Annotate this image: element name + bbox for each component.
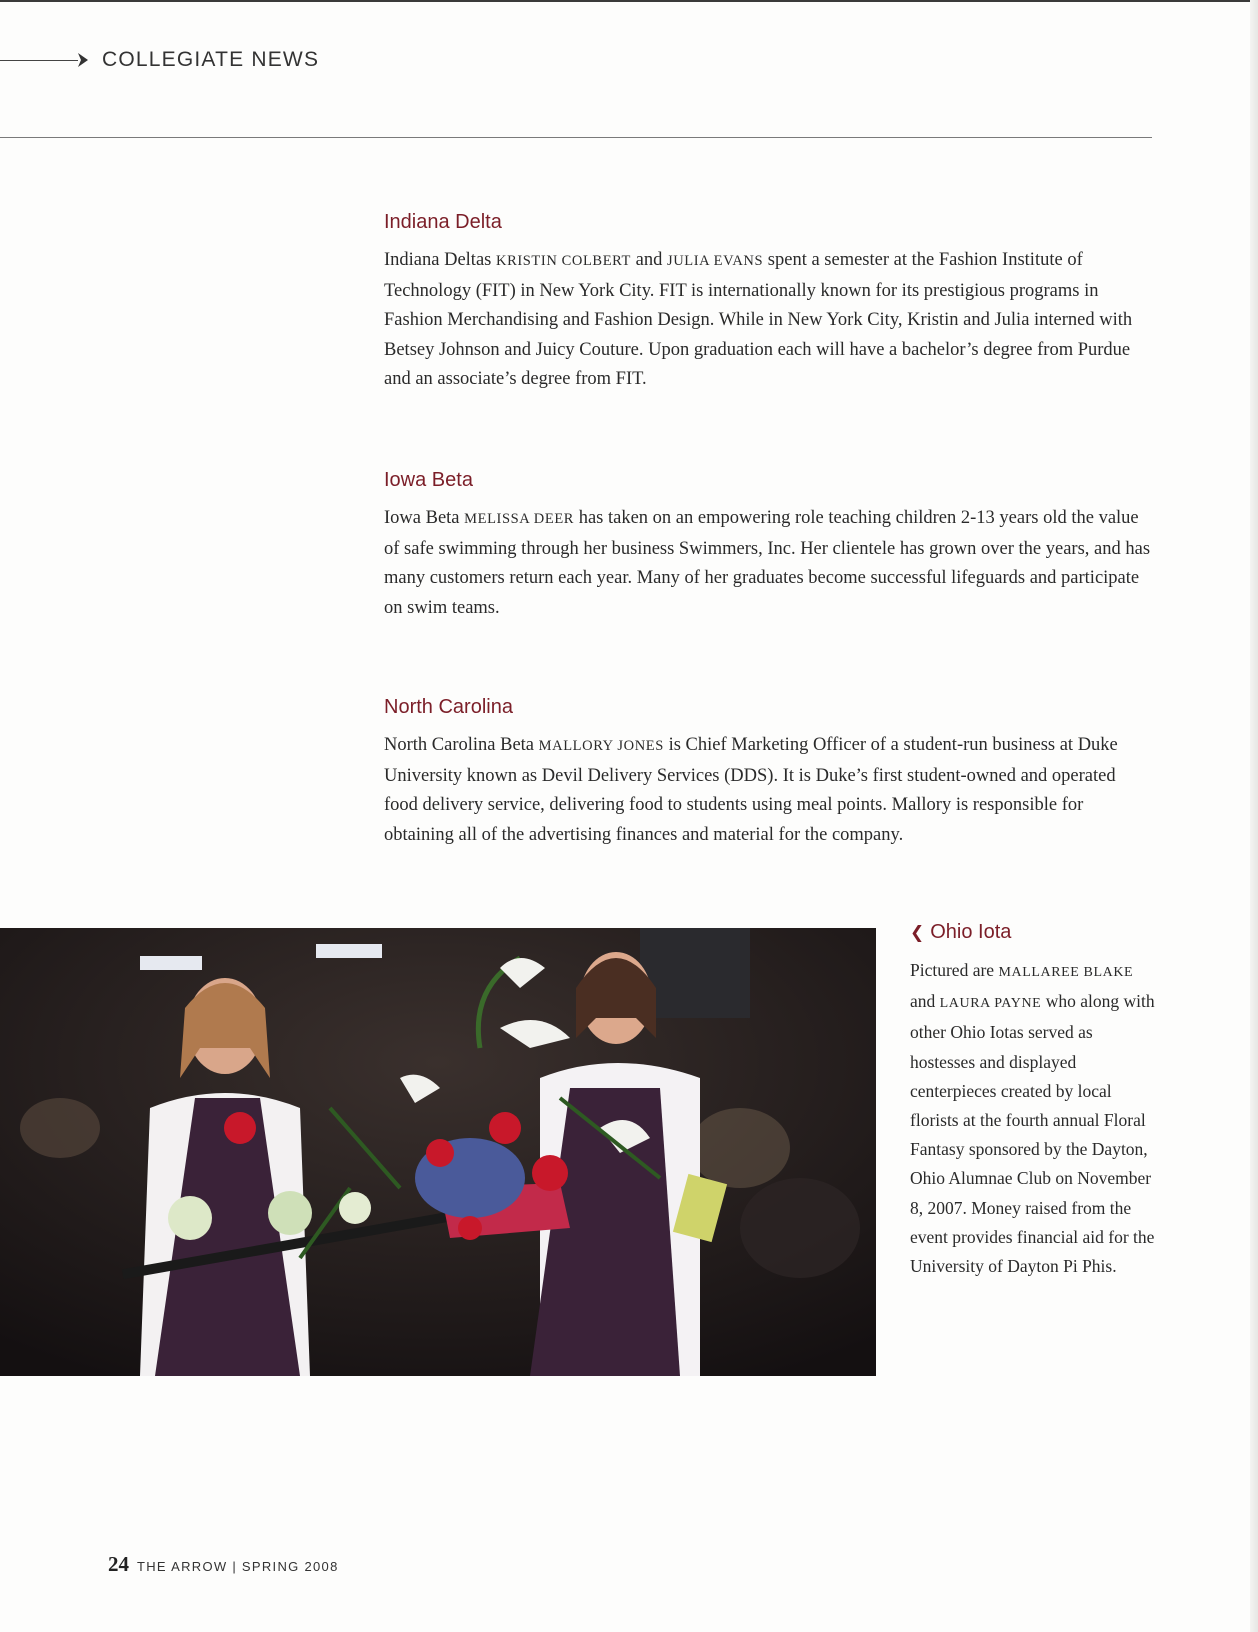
section-header bbox=[0, 48, 319, 72]
body-text: North Carolina Beta bbox=[384, 735, 539, 755]
member-name: MALLORY JONES bbox=[538, 738, 664, 754]
caption-title bbox=[910, 921, 1160, 944]
member-name: LAURA PAYNE bbox=[939, 996, 1042, 1012]
article-body bbox=[384, 504, 1154, 623]
body-text: and bbox=[910, 991, 940, 1012]
body-text: is Chief Marketing Officer of a student-run business at Duke University known as Devil Delivery Services (DDS). It is Duke’s first student-owned and operated food delivery service, delivering food to students using meal points. Mallory is responsible for obtaining all of the advertising finances and material for the company. bbox=[384, 735, 1118, 845]
photo-illustration bbox=[0, 928, 876, 1376]
publication-name: THE ARROW | SPRING 2008 bbox=[137, 1559, 339, 1574]
article-title: Indiana Delta bbox=[384, 211, 502, 233]
article-body bbox=[384, 731, 1154, 850]
photo-caption bbox=[910, 921, 1160, 1281]
body-text: has taken on an empowering role teaching children 2-13 years old the value of safe swimming through her business Swimmers, Inc. Her clientele has grown over the years, and has many customers return each year. Many of her graduates become successful lifeguards and participate on swim teams. bbox=[384, 508, 1151, 618]
article-title: Iowa Beta bbox=[384, 469, 473, 491]
article-north-carolina bbox=[384, 696, 1154, 850]
body-text: Pictured are bbox=[910, 960, 999, 980]
event-photo bbox=[0, 928, 876, 1376]
caption-title-text: Ohio Iota bbox=[930, 921, 1012, 943]
article-title: North Carolina bbox=[384, 696, 513, 718]
chevron-left-icon: ❮ bbox=[910, 922, 925, 942]
body-text: spent a semester at the Fashion Institute of Technology (FIT) in New York City. FIT is internationally known for its prestigious programs in Fashion Merchandising and Fashion Design. While in New York City, Kristin and Julia interned with Betsey Johnson and Juicy Couture. Upon graduation each will have a bachelor’s degree from Purdue and an associate’s degree from FIT. bbox=[384, 250, 1133, 389]
article-iowa-beta bbox=[384, 469, 1154, 623]
header-line bbox=[0, 60, 78, 61]
page-edge bbox=[1250, 0, 1258, 1632]
member-name: JULIA EVANS bbox=[666, 253, 764, 269]
body-text: and bbox=[631, 250, 667, 270]
page-footer bbox=[108, 1552, 339, 1577]
body-text: Indiana Deltas bbox=[384, 250, 496, 270]
article-body bbox=[384, 246, 1154, 395]
member-name: MELISSA DEER bbox=[464, 511, 575, 527]
caption-body bbox=[910, 956, 1160, 1281]
article-indiana-delta bbox=[384, 211, 1154, 395]
body-text: Iowa Beta bbox=[384, 508, 465, 528]
member-name: MALLAREE BLAKE bbox=[998, 965, 1134, 980]
body-text: who along with other Ohio Iotas served as hostesses and displayed centerpieces created by local florists at the fourth annual Floral Fantasy sponsored by the Dayton, Ohio Alumnae Club on November 8, 2007. Money raised from the event provides financial aid for the University of Dayton Pi Phis. bbox=[910, 991, 1155, 1277]
top-rule bbox=[0, 0, 1250, 2]
header-rule bbox=[0, 137, 1152, 138]
arrow-right-icon bbox=[76, 52, 90, 68]
section-title: COLLEGIATE NEWS bbox=[102, 48, 320, 71]
member-name: KRISTIN COLBERT bbox=[496, 253, 632, 269]
page-number: 24 bbox=[108, 1552, 129, 1576]
